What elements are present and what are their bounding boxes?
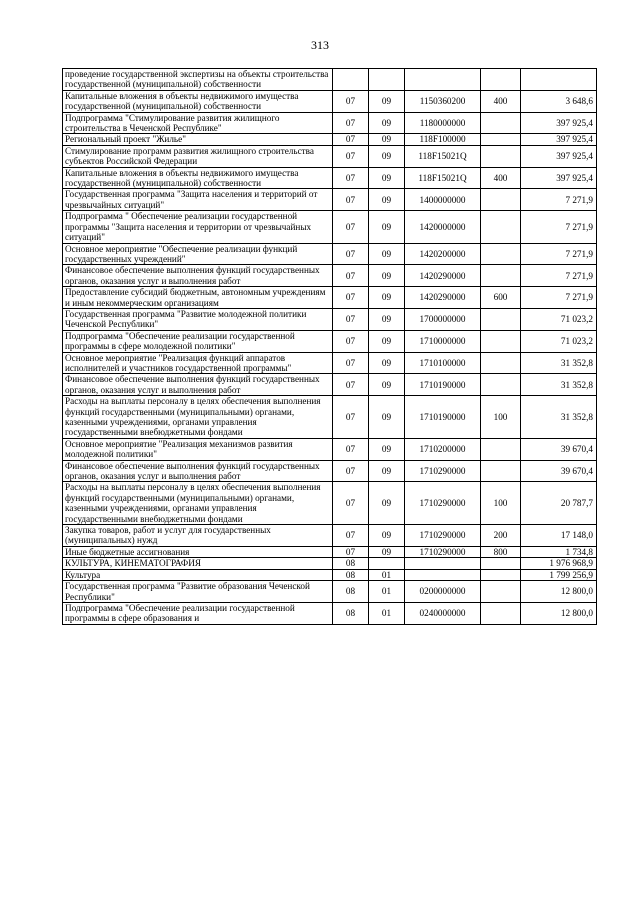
- table-row: [63, 569, 597, 580]
- expense-type-cell: 100: [481, 482, 521, 525]
- subsection-code-cell: 01: [369, 569, 405, 580]
- item-name-cell: Подпрограмма " Обеспечение реализации государственной программы "Защита населения и территории от чрезвычайных ситуаций": [63, 211, 333, 243]
- target-article-cell: 0200000000: [405, 581, 481, 603]
- expense-type-cell: [481, 330, 521, 352]
- table-row: [63, 558, 597, 569]
- item-name-cell: Расходы на выплаты персоналу в целях обеспечения выполнения функций государственными (муниципальными) органами, казенными учреждениями, органами управления государственными внебюджетными фондами: [63, 482, 333, 525]
- target-article-cell: 1420290000: [405, 265, 481, 287]
- amount-cell: 71 023,2: [521, 330, 597, 352]
- target-article-cell: 1420290000: [405, 287, 481, 309]
- amount-cell: 31 352,8: [521, 396, 597, 439]
- expense-type-cell: [481, 69, 521, 91]
- amount-cell: 7 271,9: [521, 265, 597, 287]
- section-code-cell: 07: [333, 482, 369, 525]
- target-article-cell: 118F15021Q: [405, 167, 481, 189]
- section-code-cell: 07: [333, 134, 369, 145]
- amount-cell: 1 976 968,9: [521, 558, 597, 569]
- subsection-code-cell: [369, 558, 405, 569]
- section-code-cell: [333, 69, 369, 91]
- item-name-cell: Государственная программа "Развитие молодежной политики Чеченской Республики": [63, 308, 333, 330]
- expense-type-cell: [481, 438, 521, 460]
- item-name-cell: проведение государственной экспертизы на объекты строительства государственной (муниципальной) собственности: [63, 69, 333, 91]
- target-article-cell: 1710200000: [405, 438, 481, 460]
- section-code-cell: 07: [333, 243, 369, 265]
- subsection-code-cell: 09: [369, 90, 405, 112]
- item-name-cell: Иные бюджетные ассигнования: [63, 546, 333, 557]
- target-article-cell: [405, 558, 481, 569]
- item-name-cell: Закупка товаров, работ и услуг для государственных (муниципальных) нужд: [63, 525, 333, 547]
- table-row: [63, 167, 597, 189]
- expense-type-cell: [481, 211, 521, 243]
- subsection-code-cell: 09: [369, 374, 405, 396]
- item-name-cell: Основное мероприятие "Обеспечение реализации функций государственных учреждений": [63, 243, 333, 265]
- amount-cell: 7 271,9: [521, 243, 597, 265]
- expense-type-cell: [481, 308, 521, 330]
- amount-cell: 397 925,4: [521, 145, 597, 167]
- target-article-cell: 1420200000: [405, 243, 481, 265]
- target-article-cell: 1710290000: [405, 482, 481, 525]
- amount-cell: 31 352,8: [521, 352, 597, 374]
- subsection-code-cell: 09: [369, 482, 405, 525]
- table-row: [63, 265, 597, 287]
- expense-type-cell: [481, 460, 521, 482]
- item-name-cell: Подпрограмма "Обеспечение реализации государственной программы в сфере молодежной политики": [63, 330, 333, 352]
- table-row: [63, 189, 597, 211]
- table-row: [63, 69, 597, 91]
- amount-cell: 397 925,4: [521, 167, 597, 189]
- amount-cell: 17 148,0: [521, 525, 597, 547]
- target-article-cell: 1700000000: [405, 308, 481, 330]
- table-row: [63, 482, 597, 525]
- table-row: [63, 602, 597, 624]
- item-name-cell: Государственная программа "Защита населения и территорий от чрезвычайных ситуаций": [63, 189, 333, 211]
- table-row: [63, 112, 597, 134]
- table-row: [63, 546, 597, 557]
- target-article-cell: 118F15021Q: [405, 145, 481, 167]
- expense-type-cell: [481, 569, 521, 580]
- item-name-cell: Стимулирование программ развития жилищного строительства субъектов Российской Федерации: [63, 145, 333, 167]
- section-code-cell: 07: [333, 352, 369, 374]
- section-code-cell: 07: [333, 145, 369, 167]
- subsection-code-cell: 09: [369, 396, 405, 439]
- target-article-cell: 1180000000: [405, 112, 481, 134]
- target-article-cell: 118F100000: [405, 134, 481, 145]
- amount-cell: 20 787,7: [521, 482, 597, 525]
- target-article-cell: 1710290000: [405, 525, 481, 547]
- subsection-code-cell: 09: [369, 145, 405, 167]
- item-name-cell: Финансовое обеспечение выполнения функций государственных органов, оказания услуг и выполнения работ: [63, 374, 333, 396]
- section-code-cell: 07: [333, 438, 369, 460]
- expense-type-cell: [481, 558, 521, 569]
- item-name-cell: Капитальные вложения в объекты недвижимого имущества государственной (муниципальной) собственности: [63, 90, 333, 112]
- table-row: [63, 352, 597, 374]
- table-row: [63, 211, 597, 243]
- table-row: [63, 438, 597, 460]
- section-code-cell: 07: [333, 460, 369, 482]
- section-code-cell: 08: [333, 558, 369, 569]
- subsection-code-cell: 09: [369, 134, 405, 145]
- section-code-cell: 07: [333, 525, 369, 547]
- table-row: [63, 145, 597, 167]
- target-article-cell: 1420000000: [405, 211, 481, 243]
- amount-cell: 7 271,9: [521, 287, 597, 309]
- section-code-cell: 08: [333, 569, 369, 580]
- section-code-cell: 08: [333, 581, 369, 603]
- section-code-cell: 07: [333, 211, 369, 243]
- amount-cell: 7 271,9: [521, 189, 597, 211]
- expense-type-cell: 600: [481, 287, 521, 309]
- item-name-cell: Основное мероприятие "Реализация механизмов развития молодежной политики": [63, 438, 333, 460]
- item-name-cell: КУЛЬТУРА, КИНЕМАТОГРАФИЯ: [63, 558, 333, 569]
- subsection-code-cell: 09: [369, 330, 405, 352]
- subsection-code-cell: 09: [369, 189, 405, 211]
- subsection-code-cell: 09: [369, 265, 405, 287]
- target-article-cell: 1400000000: [405, 189, 481, 211]
- expense-type-cell: [481, 145, 521, 167]
- section-code-cell: 07: [333, 396, 369, 439]
- subsection-code-cell: 09: [369, 308, 405, 330]
- table-row: [63, 374, 597, 396]
- target-article-cell: 1150360200: [405, 90, 481, 112]
- item-name-cell: Капитальные вложения в объекты недвижимого имущества государственной (муниципальной) собственности: [63, 167, 333, 189]
- expense-type-cell: 400: [481, 167, 521, 189]
- subsection-code-cell: 09: [369, 460, 405, 482]
- amount-cell: 39 670,4: [521, 438, 597, 460]
- section-code-cell: 07: [333, 90, 369, 112]
- item-name-cell: Культура: [63, 569, 333, 580]
- subsection-code-cell: 09: [369, 211, 405, 243]
- table-row: [63, 90, 597, 112]
- subsection-code-cell: 09: [369, 525, 405, 547]
- item-name-cell: Подпрограмма "Стимулирование развития жилищного строительства в Чеченской Республике": [63, 112, 333, 134]
- section-code-cell: 07: [333, 374, 369, 396]
- section-code-cell: 07: [333, 546, 369, 557]
- target-article-cell: 1710000000: [405, 330, 481, 352]
- section-code-cell: 07: [333, 265, 369, 287]
- item-name-cell: Подпрограмма "Обеспечение реализации государственной программы в сфере образования и: [63, 602, 333, 624]
- subsection-code-cell: 01: [369, 602, 405, 624]
- section-code-cell: 07: [333, 112, 369, 134]
- expense-type-cell: [481, 374, 521, 396]
- amount-cell: 12 800,0: [521, 581, 597, 603]
- expense-type-cell: [481, 265, 521, 287]
- item-name-cell: Государственная программа "Развитие образования Чеченской Республики": [63, 581, 333, 603]
- expense-type-cell: 400: [481, 90, 521, 112]
- subsection-code-cell: 01: [369, 581, 405, 603]
- table-row: [63, 308, 597, 330]
- target-article-cell: 1710190000: [405, 396, 481, 439]
- expense-type-cell: [481, 243, 521, 265]
- amount-cell: 3 648,6: [521, 90, 597, 112]
- section-code-cell: 07: [333, 189, 369, 211]
- target-article-cell: [405, 569, 481, 580]
- table-row: [63, 330, 597, 352]
- expense-type-cell: [481, 134, 521, 145]
- table-row: [63, 396, 597, 439]
- subsection-code-cell: [369, 69, 405, 91]
- amount-cell: 397 925,4: [521, 134, 597, 145]
- expense-type-cell: 100: [481, 396, 521, 439]
- amount-cell: 1 734,8: [521, 546, 597, 557]
- subsection-code-cell: 09: [369, 438, 405, 460]
- expense-type-cell: 200: [481, 525, 521, 547]
- table-row: [63, 525, 597, 547]
- table-row: [63, 134, 597, 145]
- table-row: [63, 460, 597, 482]
- target-article-cell: 0240000000: [405, 602, 481, 624]
- subsection-code-cell: 09: [369, 352, 405, 374]
- budget-table: [62, 68, 597, 625]
- item-name-cell: Расходы на выплаты персоналу в целях обеспечения выполнения функций государственными (муниципальными) органами, казенными учреждениями, органами управления государственными внебюджетными фондами: [63, 396, 333, 439]
- table-row: [63, 243, 597, 265]
- expense-type-cell: [481, 352, 521, 374]
- budget-table-body: [63, 69, 597, 625]
- expense-type-cell: [481, 602, 521, 624]
- target-article-cell: 1710290000: [405, 460, 481, 482]
- amount-cell: 71 023,2: [521, 308, 597, 330]
- target-article-cell: 1710290000: [405, 546, 481, 557]
- subsection-code-cell: 09: [369, 546, 405, 557]
- item-name-cell: Региональный проект "Жилье": [63, 134, 333, 145]
- amount-cell: 39 670,4: [521, 460, 597, 482]
- subsection-code-cell: 09: [369, 112, 405, 134]
- target-article-cell: 1710100000: [405, 352, 481, 374]
- expense-type-cell: [481, 581, 521, 603]
- amount-cell: 12 800,0: [521, 602, 597, 624]
- subsection-code-cell: 09: [369, 243, 405, 265]
- expense-type-cell: [481, 189, 521, 211]
- section-code-cell: 07: [333, 330, 369, 352]
- item-name-cell: Основное мероприятие "Реализация функций аппаратов исполнителей и участников государственной программы": [63, 352, 333, 374]
- expense-type-cell: [481, 112, 521, 134]
- section-code-cell: 07: [333, 167, 369, 189]
- amount-cell: [521, 69, 597, 91]
- section-code-cell: 08: [333, 602, 369, 624]
- amount-cell: 397 925,4: [521, 112, 597, 134]
- subsection-code-cell: 09: [369, 167, 405, 189]
- target-article-cell: 1710190000: [405, 374, 481, 396]
- section-code-cell: 07: [333, 287, 369, 309]
- section-code-cell: 07: [333, 308, 369, 330]
- amount-cell: 31 352,8: [521, 374, 597, 396]
- expense-type-cell: 800: [481, 546, 521, 557]
- subsection-code-cell: 09: [369, 287, 405, 309]
- page-number: 313: [311, 38, 329, 52]
- amount-cell: 7 271,9: [521, 211, 597, 243]
- item-name-cell: Финансовое обеспечение выполнения функций государственных органов, оказания услуг и выполнения работ: [63, 265, 333, 287]
- item-name-cell: Предоставление субсидий бюджетным, автономным учреждениям и иным некоммерческим организациям: [63, 287, 333, 309]
- target-article-cell: [405, 69, 481, 91]
- amount-cell: 1 799 256,9: [521, 569, 597, 580]
- table-row: [63, 581, 597, 603]
- table-row: [63, 287, 597, 309]
- item-name-cell: Финансовое обеспечение выполнения функций государственных органов, оказания услуг и выполнения работ: [63, 460, 333, 482]
